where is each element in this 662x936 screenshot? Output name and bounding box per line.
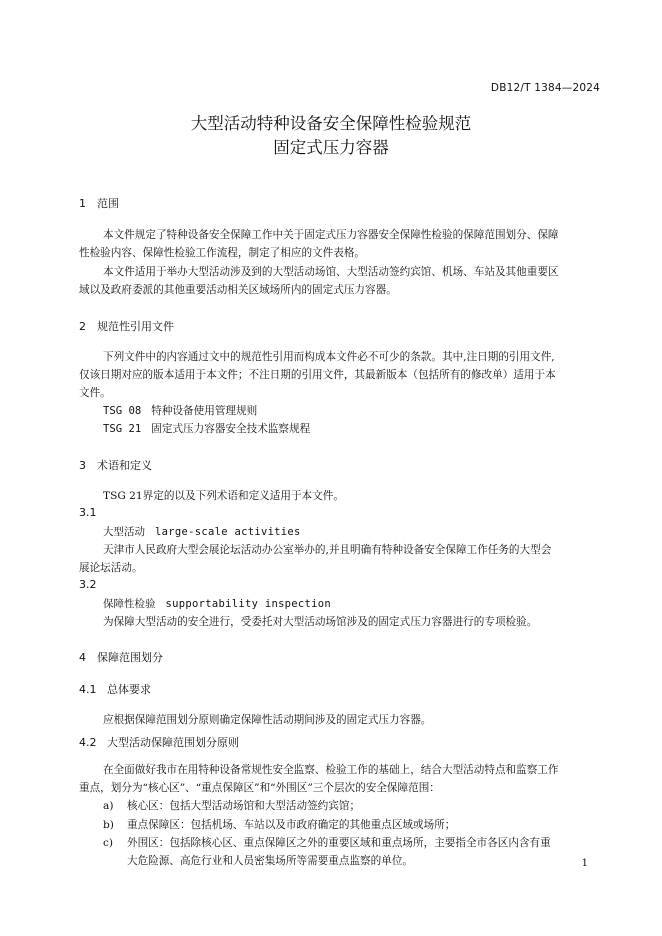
list-item-continuation: 大危险源、高危行业和人员密集场所等需要重点监察的单位。 [127, 855, 414, 867]
section-3-intro: TSG 21界定的以及下列术语和定义适用于本文件。 [103, 490, 344, 502]
section-1-para2-line2: 域以及政府委派的其他重要活动相关区域场所内的固定式压力容器。 [79, 284, 397, 296]
document-title-line1: 大型活动特种设备安全保障性检验规范 [190, 114, 472, 133]
section-2-para1-line2: 仅该日期对应的版本适用于本文件；不注日期的引用文件，其最新版本（包括所有的修改单）适用于本 [79, 369, 556, 381]
section-1-para2-line1: 本文件适用于举办大型活动涉及到的大型活动场馆、大型活动签约宾馆、机场、车站及其他重要区 [103, 266, 559, 278]
section-4-2-heading: 4.2 大型活动保障范围划分原则 [79, 736, 239, 749]
section-1-para1-line1: 本文件规定了特种设备安全保障工作中关于固定式压力容器安全保障性检验的保障范围划分、保障 [103, 229, 559, 241]
section-4-1-para: 应根据保障范围划分原则确定保障性活动期间涉及的固定式压力容器。 [103, 714, 432, 726]
term-3-2-number: 3.2 [79, 578, 97, 591]
list-item: a) 核心区：包括大型活动场馆和大型活动签约宾馆； [103, 800, 361, 812]
section-1-para1-line2: 性检验内容、保障性检验工作流程，制定了相应的文件表格。 [79, 247, 366, 259]
section-4-heading: 4 保障范围划分 [79, 651, 163, 664]
section-2-para1-line3: 文件。 [79, 387, 111, 399]
page-number: 1 [581, 858, 588, 869]
section-1-heading: 1 范围 [79, 197, 119, 210]
standard-code: DB12/T 1384—2024 [490, 82, 600, 94]
term-3-1-title: 大型活动 large-scale activities [103, 526, 301, 538]
reference-item: TSG 08 特种设备使用管理规则 [103, 405, 258, 417]
term-3-2-title: 保障性检验 supportability inspection [103, 598, 332, 610]
reference-item: TSG 21 固定式压力容器安全技术监察规程 [103, 423, 311, 435]
list-item: b) 重点保障区：包括机场、车站以及市政府确定的其他重点区域或场所； [103, 819, 456, 831]
section-2-para1-line1: 下列文件中的内容通过文中的规范性引用而构成本文件必不可少的条款。其中,注日期的引用文件, [103, 351, 555, 363]
section-4-1-heading: 4.1 总体要求 [79, 683, 151, 696]
term-3-2-definition-line1: 为保障大型活动的安全进行，受委托对大型活动场馆涉及的固定式压力容器进行的专项检验。 [103, 616, 538, 628]
term-3-1-definition-line1: 天津市人民政府大型会展论坛活动办公室举办的,并且明确有特种设备安全保障工作任务的大型会 [103, 544, 552, 556]
section-3-heading: 3 术语和定义 [79, 459, 152, 472]
section-2-heading: 2 规范性引用文件 [79, 320, 174, 333]
term-3-1-definition-line2: 展论坛活动。 [79, 562, 143, 574]
term-3-1-number: 3.1 [79, 506, 97, 519]
list-item: c) 外围区：包括除核心区、重点保障区之外的重要区域和重点场所，主要指全市各区内含有重 [103, 837, 551, 849]
section-4-2-para-line1: 在全面做好我市在用特种设备常规性安全监察、检验工作的基础上，结合大型活动特点和监察工作 [103, 764, 559, 776]
document-title-line2: 固定式压力容器 [273, 138, 389, 157]
section-4-2-para-line2: 重点，划分为“核心区”、“重点保障区”和“外围区”三个层次的安全保障范围： [79, 782, 440, 794]
